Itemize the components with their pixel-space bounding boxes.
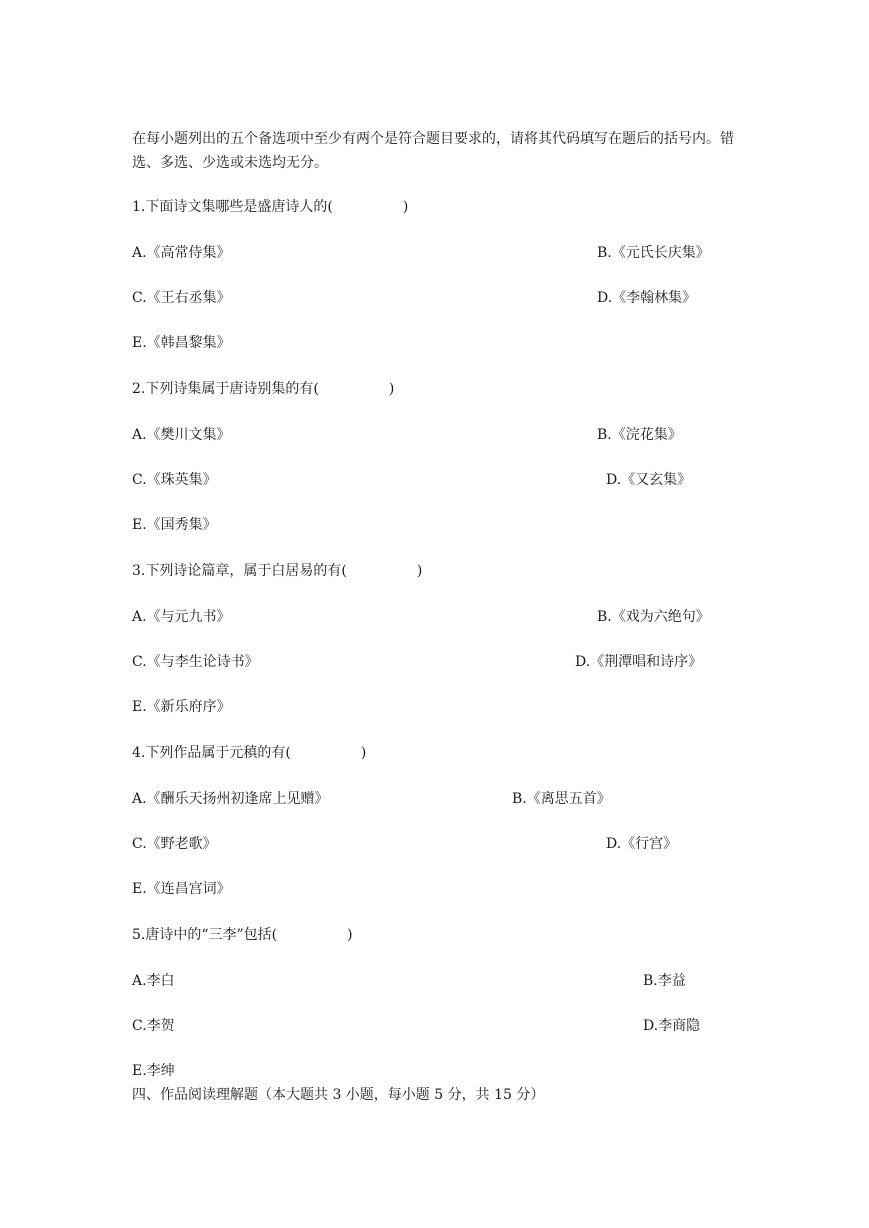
question-2-option-b: B.《浣花集》 bbox=[597, 427, 682, 443]
question-1-stem: 1.下面诗文集哪些是盛唐诗人的( ) bbox=[132, 199, 409, 215]
question-3-option-d: D.《荆潭唱和诗序》 bbox=[575, 654, 703, 670]
question-3-option-a: A.《与元九书》 bbox=[132, 609, 231, 625]
question-1-option-c: C.《王右丞集》 bbox=[132, 290, 231, 306]
question-4-option-a: A.《酬乐天扬州初逢席上见赠》 bbox=[132, 791, 329, 807]
question-5-option-a: A.李白 bbox=[132, 973, 175, 989]
question-4-option-c: C.《野老歌》 bbox=[132, 836, 217, 852]
section-heading: 四、作品阅读理解题（本大题共 3 小题，每小题 5 分，共 15 分） bbox=[132, 1087, 545, 1103]
question-1-option-d: D.《李翰林集》 bbox=[597, 290, 697, 306]
question-1-option-a: A.《高常侍集》 bbox=[132, 245, 231, 261]
question-2-option-a: A.《樊川文集》 bbox=[132, 427, 231, 443]
question-4-option-b: B.《离思五首》 bbox=[512, 791, 611, 807]
question-4-option-e: E.《连昌宫词》 bbox=[132, 881, 231, 897]
question-5-option-b: B.李益 bbox=[643, 973, 686, 989]
question-3-option-b: B.《戏为六绝句》 bbox=[597, 609, 710, 625]
question-5-option-d: D.李商隐 bbox=[643, 1018, 701, 1034]
question-1-option-e: E.《韩昌黎集》 bbox=[132, 335, 231, 351]
question-3-option-c: C.《与李生论诗书》 bbox=[132, 654, 259, 670]
question-5-option-c: C.李贺 bbox=[132, 1018, 175, 1034]
question-1-option-b: B.《元氏长庆集》 bbox=[597, 245, 710, 261]
question-5-stem: 5.唐诗中的“三李”包括( ) bbox=[132, 927, 353, 943]
question-5-option-e: E.李绅 bbox=[132, 1063, 175, 1079]
question-2-option-c: C.《珠英集》 bbox=[132, 472, 217, 488]
question-4-stem: 4.下列作品属于元稹的有( ) bbox=[132, 745, 367, 761]
question-2-stem: 2.下列诗集属于唐诗别集的有( ) bbox=[132, 381, 395, 397]
question-2-option-e: E.《国秀集》 bbox=[132, 517, 217, 533]
instructions-text: 在每小题列出的五个备选项中至少有两个是符合题目要求的，请将其代码填写在题后的括号内。错选、多选、少选或未选均无分。 bbox=[132, 131, 734, 171]
question-3-stem: 3.下列诗论篇章，属于白居易的有( ) bbox=[132, 563, 423, 579]
question-4-option-d: D.《行宫》 bbox=[606, 836, 678, 852]
question-3-option-e: E.《新乐府序》 bbox=[132, 699, 231, 715]
question-2-option-d: D.《又玄集》 bbox=[606, 472, 692, 488]
